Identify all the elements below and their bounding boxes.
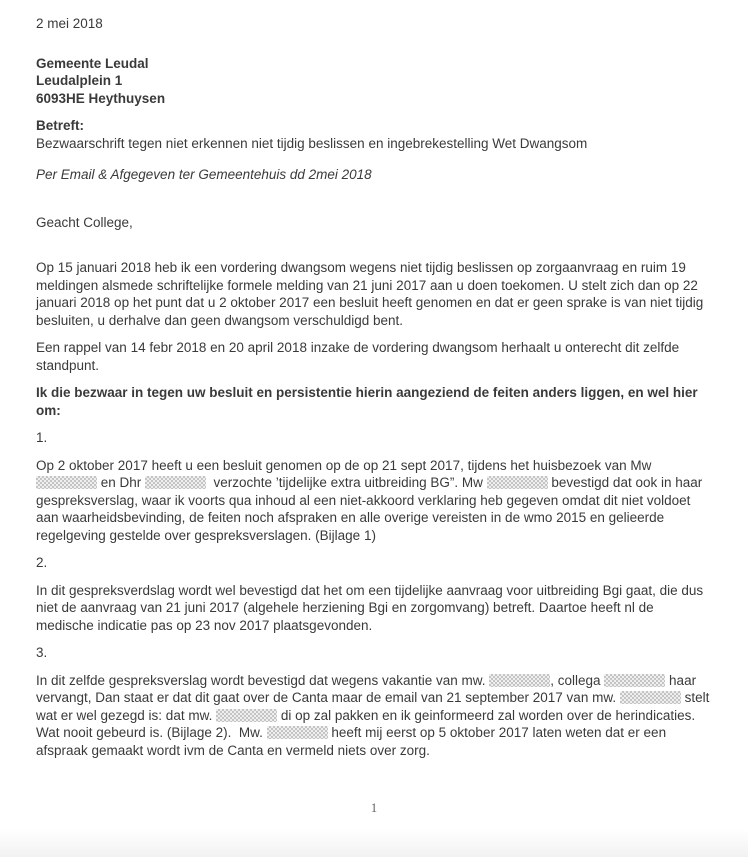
- item-2-number: 2.: [36, 555, 48, 570]
- opening-paragraph: Op 15 januari 2018 heb ik een vordering dwangsom wegens niet tijdig beslissen op zorgaanvraag en ruim 19 meldingen alsmede schriftelijke formele melding van 21 juni 2017 aan u doen toekomen. U stelt zich dan op 22 januari 2018 op het punt dat u 2 oktober 2017 een besluit heeft genomen en dat er geen sprake is van niet tijdig besluiten, u derhalve dan geen dwangsom verschuldigd bent.: [36, 260, 704, 328]
- rappel-paragraph: Een rappel van 14 febr 2018 en 20 april 2018 inzake de vordering dwangsom herhaalt u onterecht dit zelfde standpunt.: [36, 340, 680, 373]
- redacted-text: [604, 674, 665, 687]
- recipient-street: Leudalplein 1: [36, 73, 123, 88]
- page-number: 1: [370, 801, 378, 815]
- delivery-note: Per Email & Afgegeven ter Gemeentehuis dd 2mei 2018: [36, 167, 372, 182]
- item-3-number: 3.: [36, 645, 48, 660]
- recipient-name: Gemeente Leudal: [36, 55, 149, 71]
- item-1-number: 1.: [36, 430, 48, 445]
- objection-heading: Ik die bezwaar in tegen uw besluit en persistentie hierin aangeziend de feiten anders liggen, en wel hier om:: [36, 385, 698, 418]
- redacted-text: [267, 726, 328, 739]
- redacted-text: [489, 674, 550, 687]
- page-bottom-fade: [0, 829, 748, 857]
- recipient-address: [36, 55, 712, 108]
- redacted-text: [487, 476, 548, 489]
- item-3-paragraph: In dit zelfde gespreksverslag wordt bevestigd dat wegens vakantie van mw. , collega haar vervangt, Dan staat er dat dit gaat over de Canta maar de email van 21 september 2017 van mw. stelt wat er wel gezegd is: dat mw. di op zal pakken en ik geinformeerd zal worden over de herindicaties. Wat nooit gebeurd is. (Bijlage 2). Mw. heeft mij eerst op 5 oktober 2017 laten weten dat er een afspraak gemaakt wordt ivm de Canta en vermeld niets over zorg.: [36, 672, 710, 758]
- item-2-paragraph: In dit gespreksverdslag wordt wel bevestigd dat het om een tijdelijke aanvraag voor uitbreiding Bgi gaat, die dus niet de aanvraag van 21 juni 2017 (algehele herziening Bgi en zorgomvang) betreft. Daartoe heeft nl de medische indicatie pas op 23 nov 2017 plaatsgevonden.: [36, 582, 704, 633]
- letter-date: 2 mei 2018: [36, 16, 103, 31]
- redacted-text: [620, 691, 681, 704]
- letter-body: [36, 259, 712, 759]
- subject-label: Betreft:: [36, 118, 85, 133]
- item-1-paragraph: Op 2 oktober 2017 heeft u een besluit genomen op de op 21 sept 2017, tijdens het huisbezoek van Mw en Dhr verzochte ’tijdelijke extra uitbreiding BG”. Mw bevestigd dat ook in haar gespreksverslag, waar ik voorts qua inhoud al een niet-akkoord verklaring heb gegeven omdat dit niet voldoet aan waarheidsbevinding, de feiten noch afspraken en alle overige vereisten in de wmo 2015 en gelieerde regelgeving gestelde over gespreksverslagen. (Bijlage 1): [36, 457, 703, 543]
- subject-text: Bezwaarschrift tegen niet erkennen niet tijdig beslissen en ingebrekestelling Wet Dwangsom: [36, 135, 588, 151]
- subject-block: [36, 117, 712, 152]
- salutation: Geacht College,: [36, 214, 133, 230]
- redacted-text: [36, 476, 97, 489]
- redacted-text: [145, 476, 206, 489]
- recipient-postal-city: 6093HE Heythuysen: [36, 90, 166, 106]
- redacted-text: [216, 709, 277, 722]
